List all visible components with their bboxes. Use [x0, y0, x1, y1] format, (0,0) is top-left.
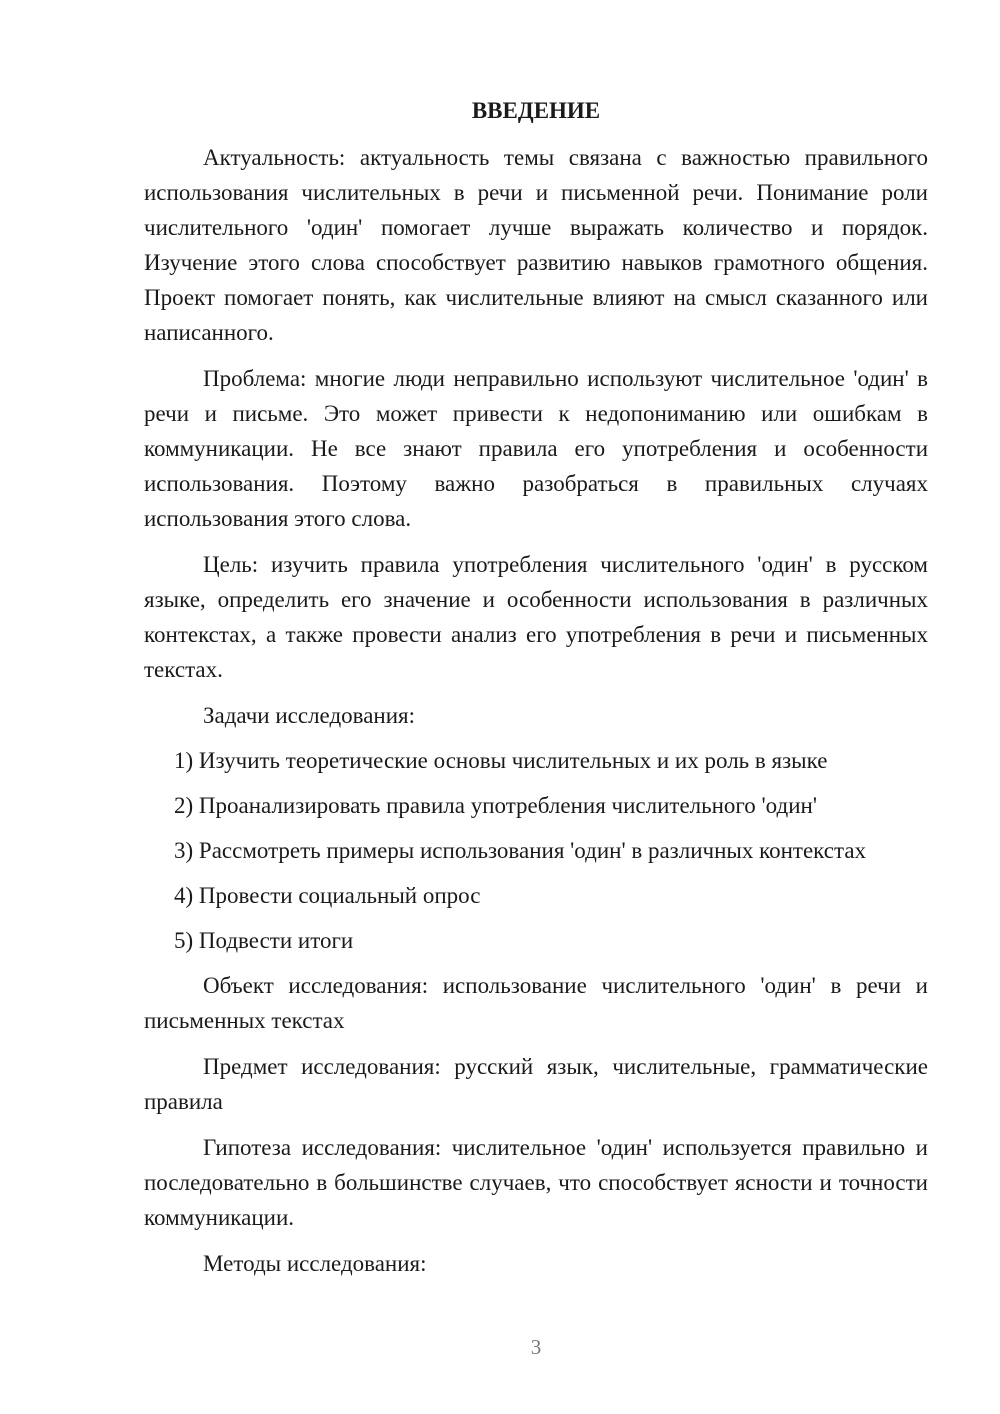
paragraph-subject: Предмет исследования: русский язык, числительные, грамматические правила: [144, 1054, 928, 1114]
task-list: [144, 743, 928, 958]
paragraph-relevance: Актуальность: актуальность темы связана с важностью правильного использования числительных в речи и письменной речи. Понимание роли числительного 'один' помогает лучше выражать количество и порядок. Изучение этого слова способствует развитию навыков грамотного общения. Проект помогает понять, как числительные влияют на смысл сказанного или написанного.: [144, 145, 928, 345]
list-item: 4) Провести социальный опрос: [174, 883, 481, 908]
tasks-title: Задачи исследования:: [203, 703, 416, 728]
paragraph-object: Объект исследования: использование числительного 'один' в речи и письменных текстах: [144, 973, 928, 1033]
section-heading: ВВЕДЕНИЕ: [471, 98, 601, 123]
paragraph-hypothesis: Гипотеза исследования: числительное 'один' используется правильно и последовательно в большинстве случаев, что способствует ясности и точности коммуникации.: [144, 1135, 928, 1230]
list-item: 2) Проанализировать правила употребления числительного 'один': [174, 793, 817, 818]
methods-title: Методы исследования:: [203, 1251, 427, 1276]
list-item: 5) Подвести итоги: [174, 928, 354, 953]
body-text: [144, 140, 928, 1291]
list-item: 1) Изучить теоретические основы числительных и их роль в языке: [174, 748, 828, 773]
list-item: 3) Рассмотреть примеры использования 'один' в различных контекстах: [174, 838, 867, 863]
paragraph-goal: Цель: изучить правила употребления числительного 'один' в русском языке, определить его значение и особенности использования в различных контекстах, а также провести анализ его употребления в речи и письменных текстах.: [144, 552, 928, 682]
page-number: 3: [530, 1335, 542, 1359]
paragraph-problem: Проблема: многие люди неправильно используют числительное 'один' в речи и письме. Это может привести к недопониманию или ошибкам в коммуникации. Не все знают правила его употребления и особенности использования. Поэтому важно разобраться в правильных случаях использования этого слова.: [144, 366, 928, 531]
